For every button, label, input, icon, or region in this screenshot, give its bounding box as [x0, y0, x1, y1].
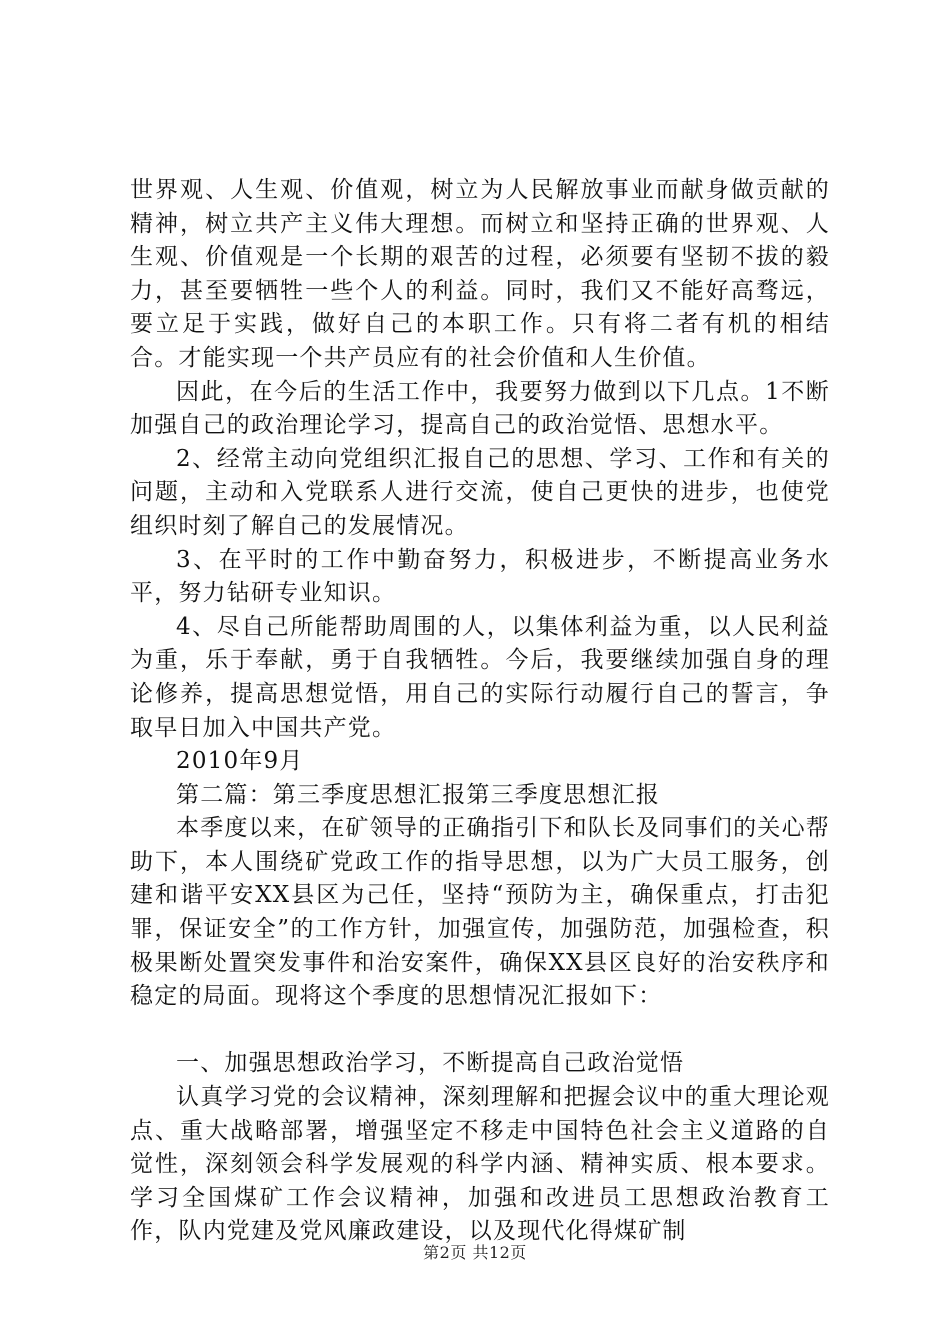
- paragraph-point-4: 4、尽自己所能帮助周围的人，以集体利益为重，以人民利益为重，乐于奉献，勇于自我牺牲。今后，我要继续加强自身的理论修养，提高思想觉悟，用自己的实际行动履行自己的誓言，争取早日加入中国共产党。: [130, 613, 830, 741]
- paragraph-study-details: 认真学习党的会议精神，深刻理解和把握会议中的重大理论观点、重大战略部署，增强坚定不移走中国特色社会主义道路的自觉性，深刻领会科学发展观的科学内涵、精神实质、根本要求。学习全国煤矿工作会议精神，加强和改进员工思想政治教育工作，队内党建及党风廉政建设，以及现代化得煤矿制: [130, 1084, 830, 1245]
- date-line: 2010年9月: [176, 748, 304, 775]
- document-body: [130, 174, 830, 1249]
- paragraph-gap: [130, 1014, 830, 1048]
- paragraph-quarter-summary: 本季度以来，在矿领导的正确指引下和队长及同事们的关心帮助下，本人围绕矿党政工作的指导思想，以为广大员工服务，创建和谐平安XX县区为己任，坚持“预防为主，确保重点，打击犯罪，保证安全”的工作方针，加强宣传，加强防范，加强检查，积极果断处置突发事件和治安案件，确保XX县区良好的治安秩序和稳定的局面。现将这个季度的思想情况汇报如下：: [130, 815, 830, 1010]
- section-title: 第二篇：第三季度思想汇报第三季度思想汇报: [176, 781, 660, 808]
- paragraph-point-3: 3、在平时的工作中勤奋努力，积极进步，不断提高业务水平，努力钻研专业知识。: [130, 546, 830, 607]
- paragraph-point-2: 2、经常主动向党组织汇报自己的思想、学习、工作和有关的问题，主动和入党联系人进行交流，使自己更快的进步，也使党组织时刻了解自己的发展情况。: [130, 445, 830, 539]
- paragraph-continuation: 世界观、人生观、价值观，树立为人民解放事业而献身做贡献的精神，树立共产主义伟大理想。而树立和坚持正确的世界观、人生观、价值观是一个长期的艰苦的过程，必须要有坚韧不拔的毅力，甚至要牺牲一些个人的利益。同时，我们又不能好高骛远，要立足于实践，做好自己的本职工作。只有将二者有机的相结合。才能实现一个共产员应有的社会价值和人生价值。: [130, 177, 830, 371]
- subheading-political-study: 一、加强思想政治学习，不断提高自己政治觉悟: [176, 1050, 685, 1077]
- page-footer: 第2页 共12页: [423, 1243, 527, 1262]
- paragraph-intro-points: 因此，在今后的生活工作中，我要努力做到以下几点。1不断加强自己的政治理论学习，提高自己的政治觉悟、思想水平。: [130, 378, 830, 439]
